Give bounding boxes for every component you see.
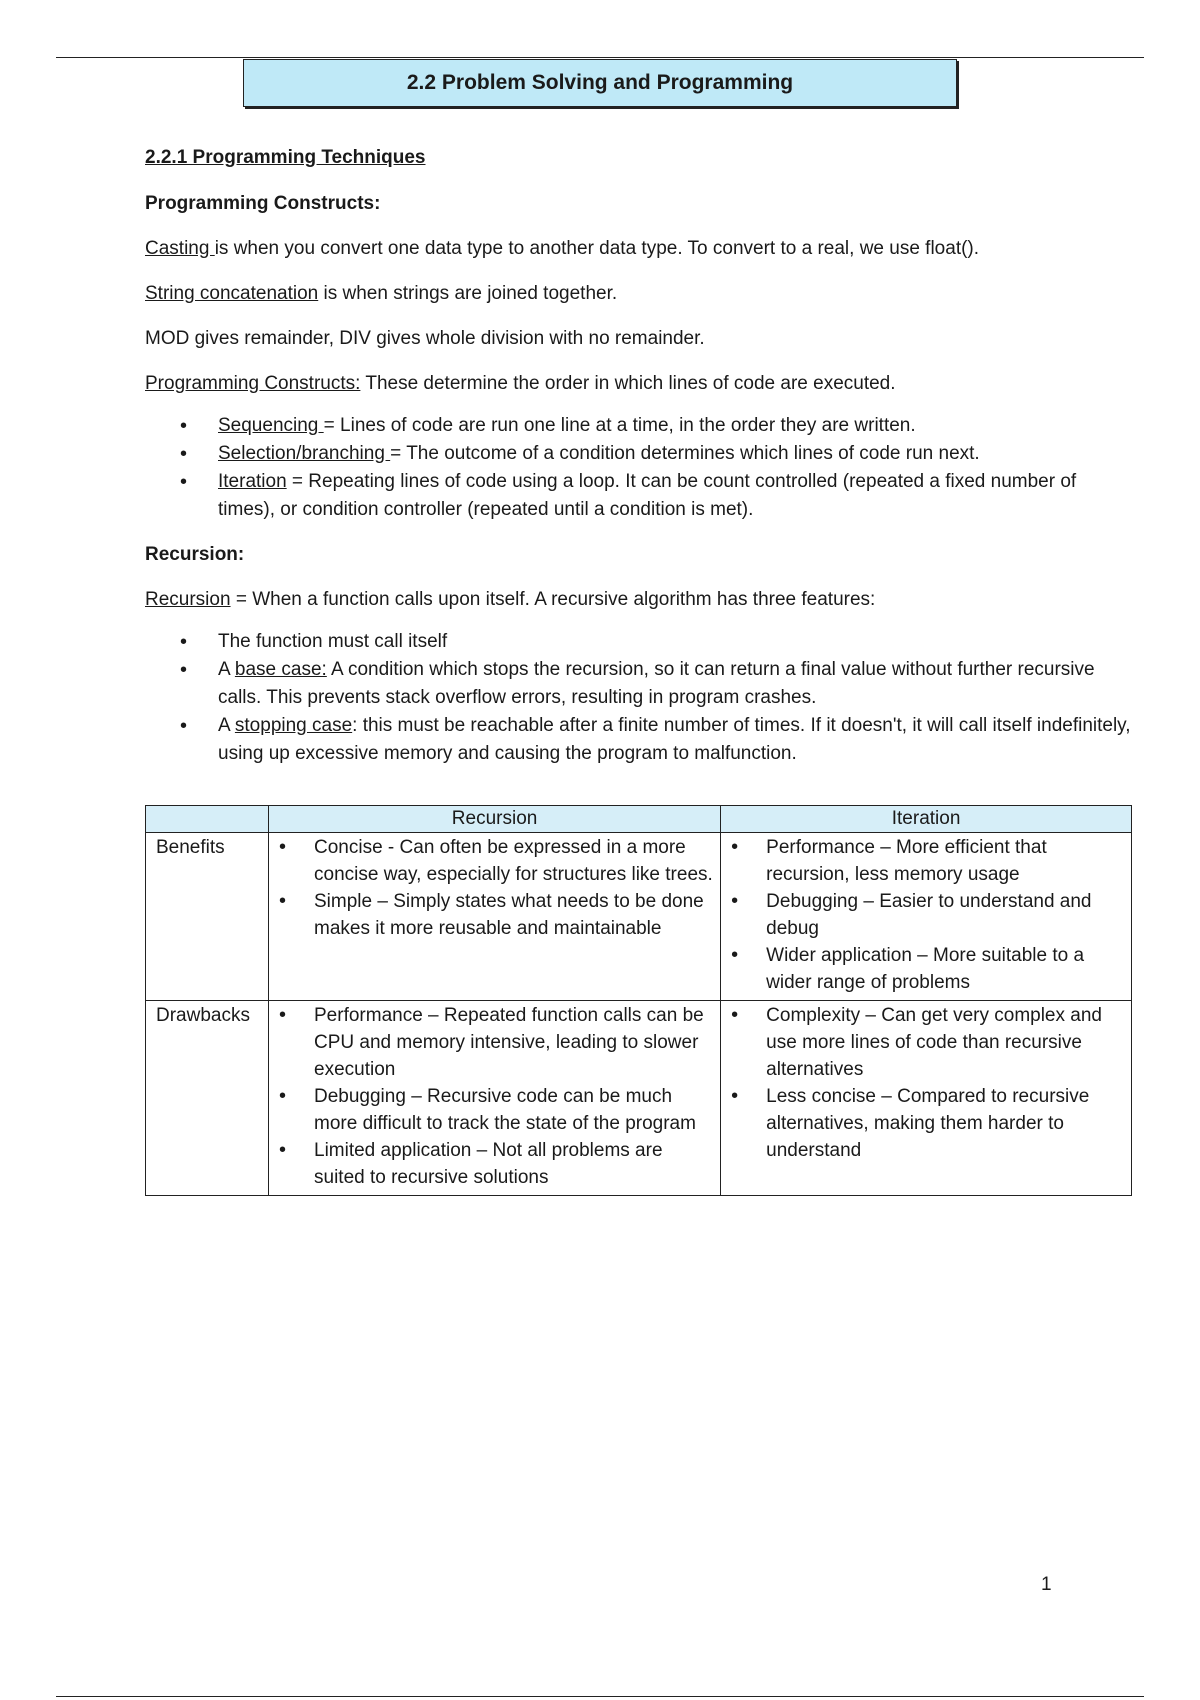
list-item: • Simple – Simply states what needs to be done makes it more reusable and maintainable bbox=[269, 888, 716, 942]
constructs-intro-paragraph bbox=[145, 370, 1135, 398]
stopping-case-term: stopping case bbox=[234, 715, 353, 736]
benefits-label: Benefits bbox=[146, 833, 269, 1001]
list-item: • Debugging – Recursive code can be much more difficult to track the state of the program bbox=[269, 1083, 716, 1137]
base-case-term: base case: bbox=[234, 659, 327, 680]
list-item: • A base case: A condition which stops the recursion, so it can return a final value without further recursive calls. This prevents stack overflow errors, resulting in program crashes. bbox=[145, 656, 1135, 712]
constructs-intro-term: Programming Constructs: bbox=[145, 373, 361, 394]
table-header-row bbox=[146, 806, 1132, 833]
casting-text: is when you convert one data type to another data type. To convert to a real, we use float(). bbox=[214, 238, 980, 259]
constructs-list bbox=[145, 412, 1135, 524]
concat-text: is when strings are joined together. bbox=[318, 283, 618, 304]
header-cell-recursion: Recursion bbox=[269, 806, 721, 833]
casting-paragraph bbox=[145, 235, 1135, 263]
drawbacks-label: Drawbacks bbox=[146, 1001, 269, 1196]
document-body bbox=[145, 144, 1135, 785]
construct-text: = The outcome of a condition determines which lines of code run next. bbox=[390, 443, 980, 464]
recursion-term: Recursion bbox=[145, 589, 231, 610]
drawbacks-recursion-cell bbox=[269, 1001, 721, 1196]
list-item: • The function must call itself bbox=[145, 628, 1135, 656]
drawbacks-iteration-cell bbox=[721, 1001, 1132, 1196]
header-rule bbox=[56, 57, 1144, 58]
footer-rule bbox=[56, 1696, 1144, 1697]
recursion-intro-paragraph bbox=[145, 586, 1135, 614]
constructs-intro-text: These determine the order in which lines of code are executed. bbox=[360, 373, 896, 394]
benefits-iteration-cell bbox=[721, 833, 1132, 1001]
page-title: 2.2 Problem Solving and Programming bbox=[406, 71, 794, 94]
construct-text: = Repeating lines of code using a loop. It can be count controlled (repeated a fixed number of times), or condition controller (repeated until a condition is met). bbox=[218, 471, 1077, 520]
list-item: • A stopping case: this must be reachable after a finite number of times. If it doesn't, it will call itself indefinitely, using up excessive memory and causing the program to malfunction. bbox=[145, 712, 1135, 768]
construct-term: Sequencing bbox=[218, 415, 324, 436]
page-title-box bbox=[243, 59, 957, 107]
casting-term: Casting bbox=[145, 238, 215, 259]
list-item bbox=[145, 412, 1135, 440]
list-item: • Complexity – Can get very complex and use more lines of code than recursive alternatives bbox=[721, 1002, 1127, 1083]
mod-div-paragraph: MOD gives remainder, DIV gives whole division with no remainder. bbox=[145, 328, 705, 349]
concat-term: String concatenation bbox=[145, 283, 319, 304]
table-row bbox=[146, 1001, 1132, 1196]
recursion-heading: Recursion: bbox=[145, 544, 245, 565]
construct-term: Selection/branching bbox=[218, 443, 391, 464]
concat-paragraph bbox=[145, 280, 1135, 308]
list-item bbox=[145, 440, 1135, 468]
construct-text: = Lines of code are run one line at a time, in the order they are written. bbox=[323, 415, 916, 436]
list-item: • Wider application – More suitable to a wider range of problems bbox=[721, 942, 1127, 996]
list-item: • Performance – More efficient that recursion, less memory usage bbox=[721, 834, 1127, 888]
constructs-heading: Programming Constructs: bbox=[145, 193, 381, 214]
recursion-intro-text: = When a function calls upon itself. A recursive algorithm has three features: bbox=[230, 589, 876, 610]
construct-term: Iteration bbox=[218, 471, 287, 492]
section-heading: 2.2.1 Programming Techniques bbox=[145, 147, 426, 168]
list-item: • Debugging – Easier to understand and debug bbox=[721, 888, 1127, 942]
table-row bbox=[146, 833, 1132, 1001]
list-item bbox=[145, 468, 1135, 524]
list-item: • Limited application – Not all problems are suited to recursive solutions bbox=[269, 1137, 716, 1191]
header-cell-empty bbox=[146, 806, 269, 833]
recursion-iteration-table bbox=[145, 805, 1132, 1196]
benefits-recursion-cell bbox=[269, 833, 721, 1001]
list-item: • Performance – Repeated function calls can be CPU and memory intensive, leading to slower execution bbox=[269, 1002, 716, 1083]
recursion-features-list bbox=[145, 628, 1135, 768]
header-cell-iteration: Iteration bbox=[721, 806, 1132, 833]
list-item: • Concise - Can often be expressed in a more concise way, especially for structures like trees. bbox=[269, 834, 716, 888]
list-item: • Less concise – Compared to recursive alternatives, making them harder to understand bbox=[721, 1083, 1127, 1164]
page-number: 1 bbox=[1041, 1574, 1052, 1595]
